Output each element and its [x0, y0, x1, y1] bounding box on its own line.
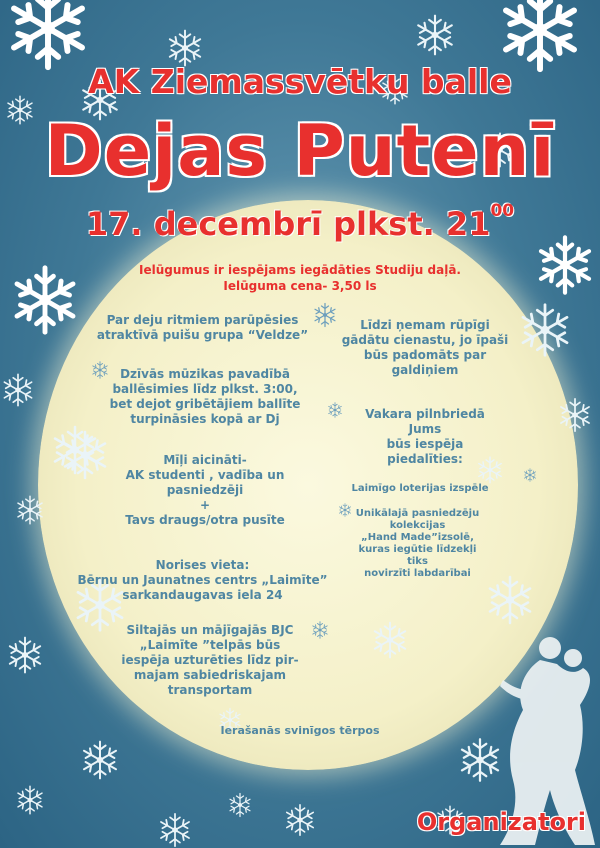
venue-block	[75, 558, 330, 603]
organizers-link[interactable]: Organizatori	[416, 808, 586, 836]
text-line: „Hand Made”izsolē,	[361, 532, 474, 543]
text-line: kuras iegūtie līdzekļi	[358, 544, 477, 555]
text-line: sarkandaugavas iela 24	[122, 588, 283, 602]
dress-code: Ierašanās svinīgos tērpos	[220, 724, 380, 737]
text-line: Par deju ritmiem parūpēsies	[106, 313, 299, 327]
text-line: galdiņiem	[391, 363, 459, 377]
evening-block	[345, 407, 505, 467]
text-line: „Laimīte ”telpās būs	[139, 638, 281, 652]
text-line: Siltajās un mājīgajās BJC	[126, 623, 294, 637]
ticket-info-line: Ielūgumus ir iespējams iegādāties Studiju daļā.	[139, 263, 461, 277]
event-date-minutes: 00	[490, 201, 515, 221]
snacks-block	[340, 318, 510, 378]
text-line: gādātu cienastu, jo īpaši	[341, 333, 509, 347]
text-line: Līdzi ņemam rūpīgi	[360, 318, 490, 332]
text-line: ballēsimies līdz plkst. 3:00,	[112, 382, 298, 396]
text-line: turpināsies kopā ar Dj	[130, 412, 280, 426]
text-line: Dzīvās mūzikas pavadībā	[120, 367, 290, 381]
text-line: iespēja uzturēties līdz pir-	[121, 653, 299, 667]
lottery-item: Laimīgo loterijas izspēle	[351, 483, 489, 494]
event-subtitle: AK Ziemassvētku balle	[88, 62, 512, 101]
text-line: AK studenti , vadība un	[125, 468, 285, 482]
music-block	[95, 313, 310, 343]
event-date	[0, 201, 600, 243]
text-line: Mīļi aicināti-	[163, 453, 247, 467]
text-line: majam sabiedriskajam	[133, 668, 287, 682]
ticket-price-line: Ielūguma cena- 3,50 ls	[223, 279, 377, 293]
text-line: pasniedzēji	[166, 483, 244, 497]
text-line: transportam	[167, 683, 253, 697]
invited-block	[110, 453, 300, 528]
text-line: Jums	[408, 422, 442, 436]
live-music-block	[100, 367, 310, 427]
text-line: būs iespēja	[386, 437, 464, 451]
ticket-info	[90, 262, 510, 294]
text-line: Tavs draugs/otra pusīte	[125, 513, 285, 527]
event-date-main: 17. decembrī plkst. 21	[85, 205, 491, 243]
text-line: piedalīties:	[387, 452, 463, 466]
text-line: kolekcijas	[389, 520, 446, 531]
auction-block	[340, 508, 495, 580]
text-line: novirzīti labdarībai	[364, 568, 471, 579]
text-line: Norises vieta:	[155, 558, 250, 572]
text-line: atraktīvā puišu grupa “Veldze”	[96, 328, 309, 342]
text-line: +	[199, 498, 211, 512]
text-line: tiks	[407, 556, 428, 567]
stay-block	[105, 623, 315, 698]
text-line: būs padomāts par	[363, 348, 487, 362]
text-line: bet dejot gribētājiem ballīte	[109, 397, 301, 411]
event-title: Dejas Putenī	[44, 110, 556, 192]
text-line: Vakara pilnbriedā	[365, 407, 485, 421]
text-line: Bērnu un Jaunatnes centrs „Laimīte”	[77, 573, 328, 587]
text-line: Unikālajā pasniedzēju	[355, 508, 480, 519]
